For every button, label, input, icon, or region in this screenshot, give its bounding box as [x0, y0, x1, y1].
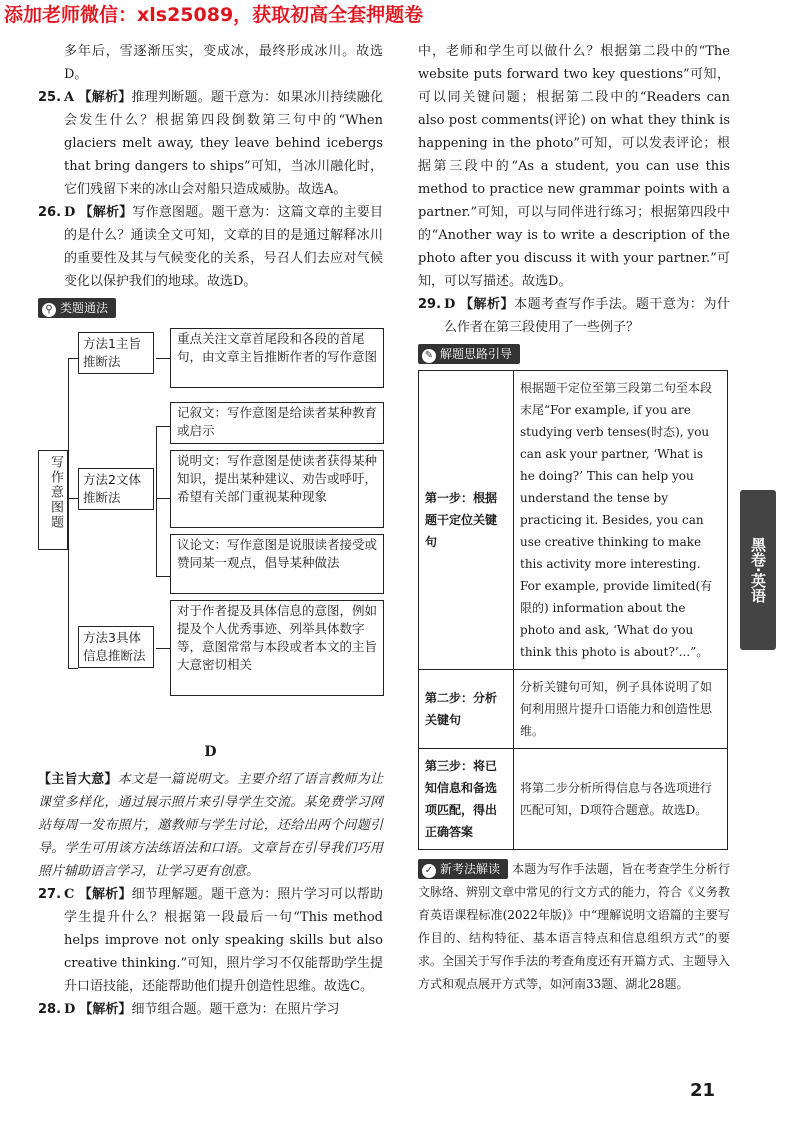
analysis-text: 细节理解题。题干意为：照片学习可以帮助学生提升什么？根据第一段最后一句“This method helps improve not only speaking skills but also creative thinking.”可知，照片学习不仅能帮助学生提升口语技能，还能帮助他们提升创造性思维。故选C。 — [64, 887, 383, 994]
page-number: 21 — [690, 1080, 716, 1101]
step-heading: 第一步：根据题干定位关键句 — [419, 371, 514, 670]
method-3-detail: 对于作者提及具体信息的意图，例如提及个人优秀事迹、列举具体数字等，意图常常与本段或者本文的主旨大意密切相关 — [170, 600, 384, 696]
left-column — [38, 40, 383, 1021]
connector-line — [156, 576, 170, 577]
check-icon: ✓ — [422, 864, 436, 878]
note-text: 本题为写作手法题，旨在考查学生分析行文脉络、辨别文章中常见的行文方式的能力，符合《义务教育英语课程标准(2022年版)》中“理解说明文语篇的主要写作目的、结构特征、基本语言特点和信息组织方式”的要求。全国关于写作手法的考查角度还有开篇方式、主题导入方式和观点展开方式等，如河南33题、湖北28题。 — [418, 862, 731, 991]
table-row — [419, 749, 728, 850]
connector-line — [68, 668, 78, 669]
connector-line — [156, 358, 170, 359]
answer-letter: A — [64, 90, 75, 105]
question-number: 28. — [38, 1002, 62, 1017]
method-2-narrative: 记叙文：写作意图是给读者某种教育或启示 — [170, 402, 384, 444]
answer-letter: D — [444, 297, 456, 312]
document-icon: ✎ — [422, 349, 436, 363]
main-idea — [38, 768, 383, 883]
table-row — [419, 371, 728, 670]
question-25 — [38, 86, 383, 201]
step-text: 将第二步分析所得信息与各选项进行匹配可知，D项符合题意。故选D。 — [514, 749, 728, 850]
method-tag — [38, 298, 116, 318]
main-idea-tag: 【主旨大意】 — [38, 772, 118, 787]
analysis-tag: 【解析】 — [78, 90, 132, 105]
section-heading: D — [204, 744, 217, 760]
guide-tag-label: 解题思路引导 — [440, 347, 513, 361]
question-number: 29. — [418, 297, 442, 312]
method-1-box: 方法1主旨推断法 — [78, 332, 154, 374]
method-2-box: 方法2文体推断法 — [78, 468, 154, 510]
analysis-text: 推理判断题。题干意为：如果冰川持续融化会发生什么？根据第四段倒数第三句中的“When glaciers melt away, they leave behind icebergs that bring dangers to ships”可知，当冰川融化时，它们残留下来的冰山会对船只造成威胁。故选A。 — [64, 90, 383, 197]
answer-letter: D — [64, 205, 76, 220]
method-3-box: 方法3具体信息推断法 — [78, 626, 154, 668]
answer-letter: D — [64, 1002, 76, 1017]
note-tag-label: 新考法解读 — [440, 862, 501, 876]
answer-letter: C — [64, 887, 75, 902]
question-29 — [418, 293, 730, 339]
connector-line — [156, 648, 170, 649]
main-idea-text: 本文是一篇说明文。主要介绍了语言教师为让课堂多样化，通过展示照片来引导学生交流。某免费学习网站每周一发布照片，邀教师与学生讨论，还给出两个问题引导。学生可用该方法练语法和口语。文章旨在引导我们巧用照片辅助语言学习，让学习更有创意。 — [38, 772, 383, 879]
step-text: 分析关键句可知，例子具体说明了如何利用照片提升口语能力和创造性思维。 — [514, 670, 728, 749]
method-tag-label: 类题通法 — [60, 301, 109, 315]
connector-line — [68, 358, 69, 668]
analysis-tag: 【解析】 — [78, 887, 132, 902]
question-26 — [38, 201, 383, 293]
analysis-tag: 【解析】 — [459, 297, 515, 312]
analysis-tag: 【解析】 — [79, 1002, 132, 1017]
method-2-argumentative: 议论文：写作意图是说服读者接受或赞同某一观点，倡导某种做法 — [170, 534, 384, 594]
connector-line — [156, 498, 170, 499]
connector-line — [156, 426, 157, 576]
question-number: 27. — [38, 887, 62, 902]
contact-banner: 添加老师微信：xls25089，获取初高全套押题卷 — [4, 4, 424, 26]
right-column — [418, 40, 730, 996]
step-text: 根据题干定位至第三段第二句至本段末尾“For example, if you are studying verb tenses(时态), you can ask your partner, ‘What is he doing?’ This can help you understand the tense by practicing it. Besides, you can use creative thinking to make this activity more interesting. For example, provide limited(有限的) information about the photo and ask, ‘What do you think this photo is about?’...”。 — [514, 371, 728, 670]
connector-line — [68, 498, 78, 499]
question-27 — [38, 883, 383, 998]
mind-map-root: 写作意图题 — [38, 450, 68, 550]
step-heading: 第三步：将已知信息和备选项匹配，得出正确答案 — [419, 749, 514, 850]
question-number: 25. — [38, 90, 62, 105]
method-mind-map — [38, 328, 383, 733]
note-tag — [418, 859, 508, 879]
step-heading: 第二步：分析关键句 — [419, 670, 514, 749]
analysis-tag: 【解析】 — [79, 205, 133, 220]
question-number: 26. — [38, 205, 62, 220]
connector-line — [156, 426, 170, 427]
method-2-expository: 说明文：写作意图是使读者获得某种知识，提出某种建议、劝告或呼吁，希望有关部门重视某种现象 — [170, 450, 384, 528]
guide-tag — [418, 344, 520, 364]
subject-side-tab: 黑卷·英语 — [740, 490, 776, 650]
magnifier-icon: ⚲ — [42, 303, 56, 317]
method-1-detail: 重点关注文章首尾段和各段的首尾句，由文章主旨推断作者的写作意图 — [170, 328, 384, 388]
connector-line — [68, 358, 78, 359]
solution-steps-table — [418, 370, 728, 850]
analysis-text: 细节组合题。题干意为：在照片学习 — [131, 1002, 340, 1017]
table-row — [419, 670, 728, 749]
paragraph: 中，老师和学生可以做什么？根据第二段中的“The website puts forward two key questions”可知，可以同关键问题；根据第二段中的“Readers can also post comments(评论) on what they think is happening in the photo”可知，可以发表评论；根据第三段中的“As a student, you can use this method to practice new grammar points with a partner.”可知，可以与同伴进行练习；根据第四段中的“Another way is to write a description of the photo after you discuss it with your partner.”可知，可以写描述。故选D。 — [418, 44, 730, 289]
question-28 — [38, 998, 383, 1021]
analysis-text: 本题考查写作手法。题干意为：为什么作者在第三段使用了一些例子？ — [444, 297, 730, 335]
paragraph: 多年后，雪逐渐压实，变成冰，最终形成冰川。故选D。 — [64, 44, 383, 82]
analysis-text: 写作意图题。题干意为：这篇文章的主要目的是什么？通读全文可知，文章的目的是通过解释冰川的重要性及其与气候变化的关系，号召人们去应对气候变化以保护我们的地球。故选D。 — [64, 205, 383, 289]
exam-note — [418, 858, 730, 996]
